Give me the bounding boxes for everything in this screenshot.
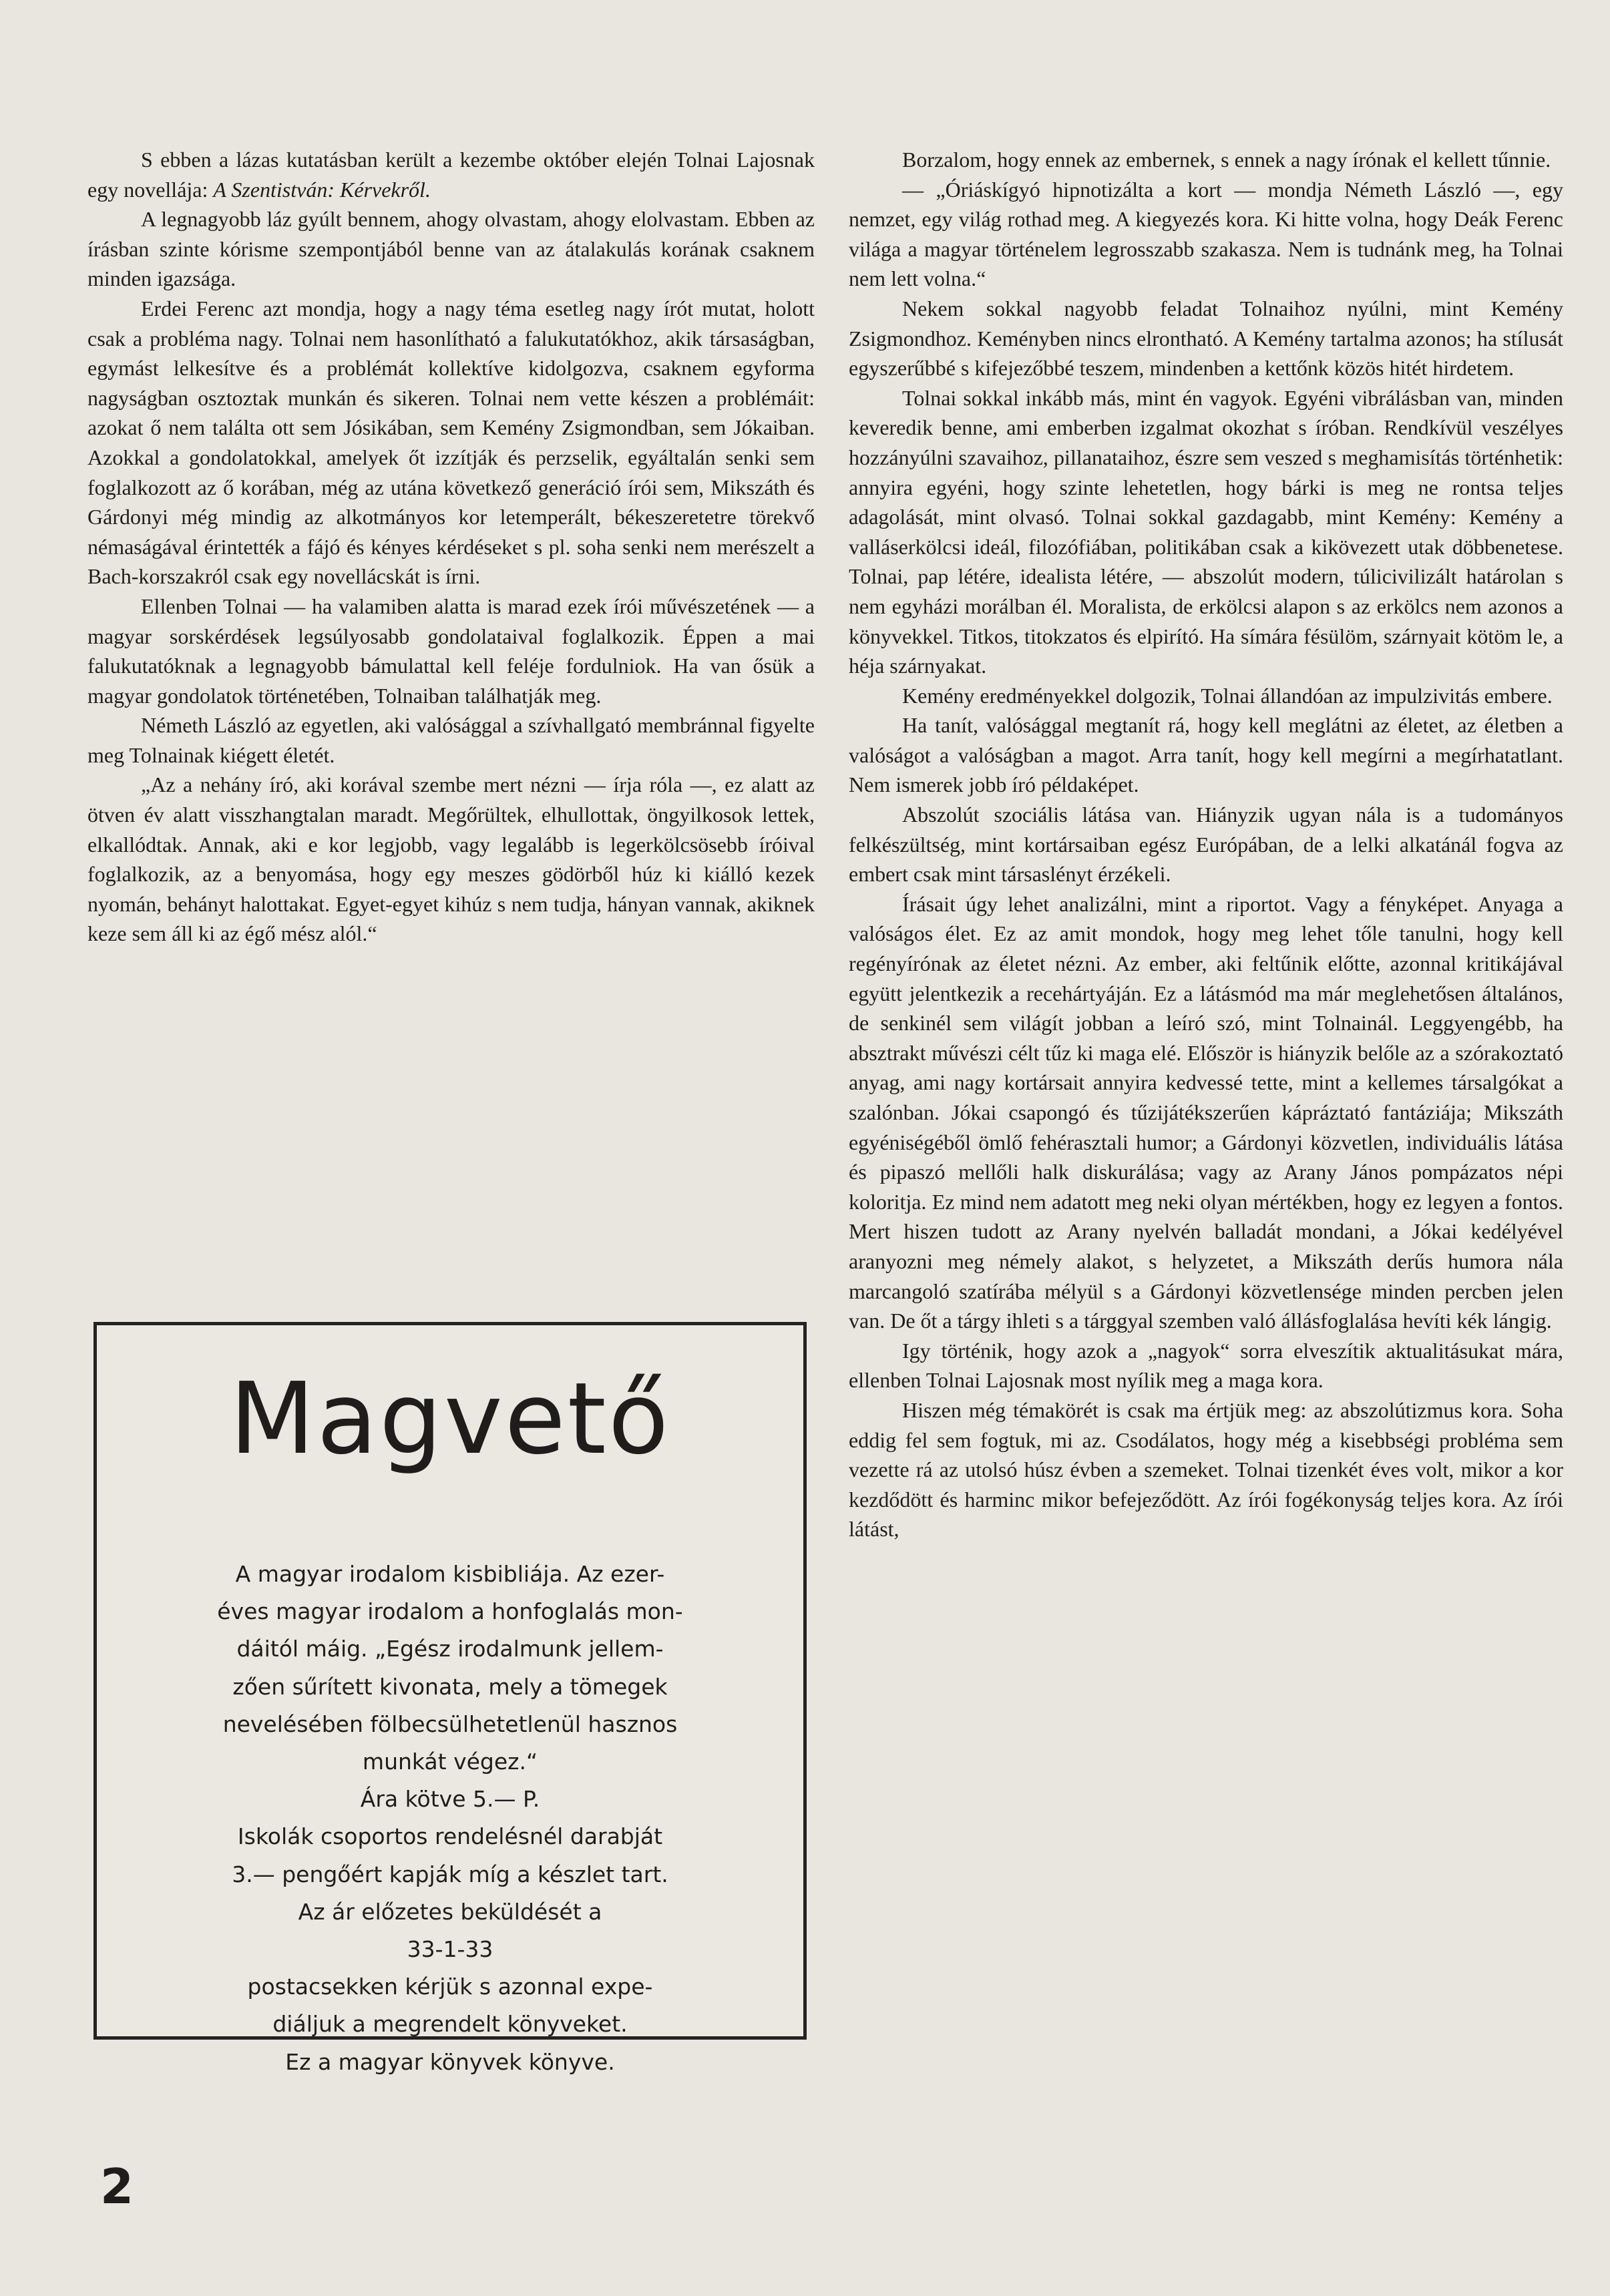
quote-paragraph: „Az a nehány író, aki korával szembe mert nézni — írja róla —, ez alatt az ötven év alatt visszhangtalan maradt. Megőrültek, elhullottak, öngyilkosok lettek, elkallódtak. Annak, aki e kor legjobb, vagy legalább is legerkölcsösebb íróival foglalkozik, az a benyomása, hogy egy meszes gödörből húz ki kiálló kezek nyomán, behányt halottakat. Egyet-egyet kihúz s nem tudja, hányan vannak, akiknek keze sem áll ki az égő mész alól.“ [87,772,815,946]
ad-line: A magyar irodalom kisbibliája. Az ezer- [235,1561,665,1587]
ad-text [110,1556,790,2081]
ad-slogan: Ez a magyar könyvek könyve. [285,2048,615,2075]
ad-price: Ára kötve 5.— P. [360,1786,540,1813]
ad-line: zően sűrített kivonata, mely a tömegek [232,1673,668,1700]
page-number: 2 [100,2158,134,2215]
paragraph-text: S ebben a lázas kutatásban került a kezembe október elején Tolnai Lajosnak egy novellája: [87,148,815,202]
paragraph: Borzalom, hogy ennek az embernek, s ennek a nagy írónak el kellett tűnnie. [902,148,1551,172]
ad-line: dáitól máig. „Egész irodalmunk jellem- [236,1636,664,1662]
magveto-advertisement [93,1322,807,2075]
quote-paragraph: — „Óriáskígyó hipnotizálta a kort — mondja Németh László —, egy nemzet, egy világ rothad meg. A kiegyezés kora. Ki hitte volna, hogy Deák Ferenc világa a magyar történelem legrosszabb szakasza. Nem is tudnánk meg, ha Tolnai nem lett volna.“ [849,177,1563,291]
ad-line: Iskolák csoportos rendelésnél darabját [237,1823,663,1850]
magveto-logo: Magvető [229,1361,671,1476]
paragraph: Tolnai sokkal inkább más, mint én vagyok. Egyéni vibrálásban van, minden keveredik benne, ami emberben izgalmat okozhat s íróban. Rendkívül veszélyes hozzányúlni szavaihoz, pillanataihoz, észre sem veszed s meghamisítás történhetik: annyira egyéni, hogy szinte lehetetlen, hogy bárki is meg ne rontsa teljes adagolását, mint olvasó. Tolnai sokkal gazdagabb, mint Kemény: Kemény a valláserkölcsi ideál, filozófiában, politikában csak a kikövezett utak döbbenetese. Tolnai, pap létére, idealista létére, — abszolút modern, túlicivilizált határolan s nem egyházi morálban él. Moralista, de erkölcsi alapon s az erkölcs nem azonos a könyvekkel. Titkos, titokzatos és elpirító. Ha símára fésülöm, szárnyait kötöm le, a héja szárnyakat. [849,385,1563,678]
ad-line: nevelésében fölbecsülhetetlenül hasznos [222,1710,678,1737]
paragraph: Ha tanít, valósággal megtanít rá, hogy kell meglátni az életet, az életben a valóságot a valóságban a magot. Arra tanít, hogy kell megírni a megírhatatlant. Nem ismerek jobb író példaképet. [849,713,1563,797]
ad-line: munkát végez.“ [362,1749,538,1775]
paragraph: A legnagyobb láz gyúlt bennem, ahogy olvastam, ahogy elolvastam. Ebben az írásban szinte kórisme szempontjából benne van az átalakulás korának csaknem minden igazsága. [87,207,815,291]
novella-title: A Szentistván: Kérvekről. [213,177,431,202]
ad-line: postacsekken kérjük s azonnal expe- [247,1974,653,2000]
ad-line: Az ár előzetes beküldését a [298,1898,602,1925]
paragraph: Írásait úgy lehet analizálni, mint a riportot. Vagy a fényképet. Anyaga a valóságos élet. Ez az amit mondok, hogy meg lehet tőle tanulni, hogy kell regényírónak az életet nézni. Az ember, aki feltűnik előtte, azonnal kritikájával együtt jelentkezik a recehártyáján. Ez a látásmód ma már meglehetősen általános, de senkinél sem világít jobban a leíró szó, mint Tolnainál. Leggyengébb, ha absztrakt művészi célt tűz ki maga elé. Először is hiányzik belőle az a szórakoztató anyag, ami nagy kortársait annyira kedvessé tette, mint a kellemes társalgókat a szalónban. Jókai csapongó és tűzijátékszerűen kápráztató fantáziája; Mikszáth egyéniségéből ömlő fehérasztali humor; a Gárdonyi közvetlen, individuális látása és pipaszó mellőli halk diskurálása; vagy az Arany János pompázatos népi koloritja. Ez mind nem adatott meg neki olyan mértékben, hogy ez legyen a fontos. Mert hiszen tudott az Arany nyelvén balladát mondani, a Jókai kedélyével aranyozni meg némely alakot, s helyzetet, a Mikszáth derűs humora nála marcangoló szatírába mélyül s a Gárdonyi közvetlensége minden percben jelen van. De őt a tárgy ihleti s a tárggyal szemben való állásfoglalása hevíti kék lángig. [849,891,1563,1333]
ad-line: diáljuk a megrendelt könyveket. [272,2011,628,2038]
paragraph: Ellenben Tolnai — ha valamiben alatta is marad ezek írói művészetének — a magyar sorskérdések legsúlyosabb gondolataival foglalkozik. Éppen a mai falukutatóknak a legnagyobb bámulattal kell feléje fordulniok. Ha van ősük a magyar gondolatok történetében, Tolnaiban találhatják meg. [87,594,815,708]
ad-line: éves magyar irodalom a honfoglalás mon- [217,1598,683,1625]
paragraph: Hiszen még témakörét is csak ma értjük meg: az abszolútizmus kora. Soha eddig fel sem fogtuk, mi az. Csodálatos, hogy még a kisebbségi probléma sem vezette rá az utolsó húsz évben a szemeket. Tolnai tizenkét éves volt, mikor a kor kezdődött és harminc mikor befejeződött. Az írói fogékonyság teljes kora. Az írói látást, [849,1397,1563,1542]
paragraph: Erdei Ferenc azt mondja, hogy a nagy téma esetleg nagy írót mutat, holott csak a probléma nagy. Tolnai nem hasonlítható a falukutatókhoz, akik társaságban, egymást lelkesítve és a problémát kollektíve kidolgozva, csaknem egyforma nagyságban osztoztak munkán és sikeren. Tolnai nem vette készen a problémáit: azokat ő nem találta ott sem Jósikában, sem Kemény Zsigmondban, sem Jókaiban. Azokkal a gondolatokkal, amelyek őt izzítják és perzselik, egyáltalán senki sem foglalkozott az ő korában, még az utána következő generáció írói sem, Mikszáth és Gárdonyi még mindig az alkotmányos kor letemperált, békeszeretetre törekvő némaságával érintették a fájó és kényes kérdéseket s pl. soha senki nem merészelt a Bach-korszakról csak egy novellácskát is írni. [87,296,815,589]
ad-line: 3.— pengőért kapják míg a készlet tart. [232,1861,668,1887]
left-column [87,145,815,949]
paragraph: Kemény eredményekkel dolgozik, Tolnai állandóan az impulzivitás embere. [902,683,1553,708]
ad-account-number: 33-1-33 [407,1936,493,1963]
paragraph [87,145,815,204]
paragraph: Németh László az egyetlen, aki valósággal a szívhallgató membránnal figyelte meg Tolnainak kiégett életét. [87,713,815,767]
right-column [849,145,1563,1544]
paragraph: Abszolút szociális látása van. Hiányzik ugyan nála is a tudományos felkészültség, mint kortársaiban egész Európában, de a lelki alkatánál fogva az embert csak mint társaslényt érzékeli. [849,802,1563,887]
paragraph: Igy történik, hogy azok a „nagyok“ sorra elveszítik aktualitásukat mára, ellenben Tolnai Lajosnak most nyílik meg a maga kora. [849,1338,1563,1393]
paragraph: Nekem sokkal nagyobb feladat Tolnaihoz nyúlni, mint Kemény Zsigmondhoz. Keményben nincs elrontható. A Kemény tartalma azonos; ha stílusát egyszerűbbé s kifejezőbbé teszem, mindenben a kettőnk közös hitét hirdetem. [849,296,1563,381]
